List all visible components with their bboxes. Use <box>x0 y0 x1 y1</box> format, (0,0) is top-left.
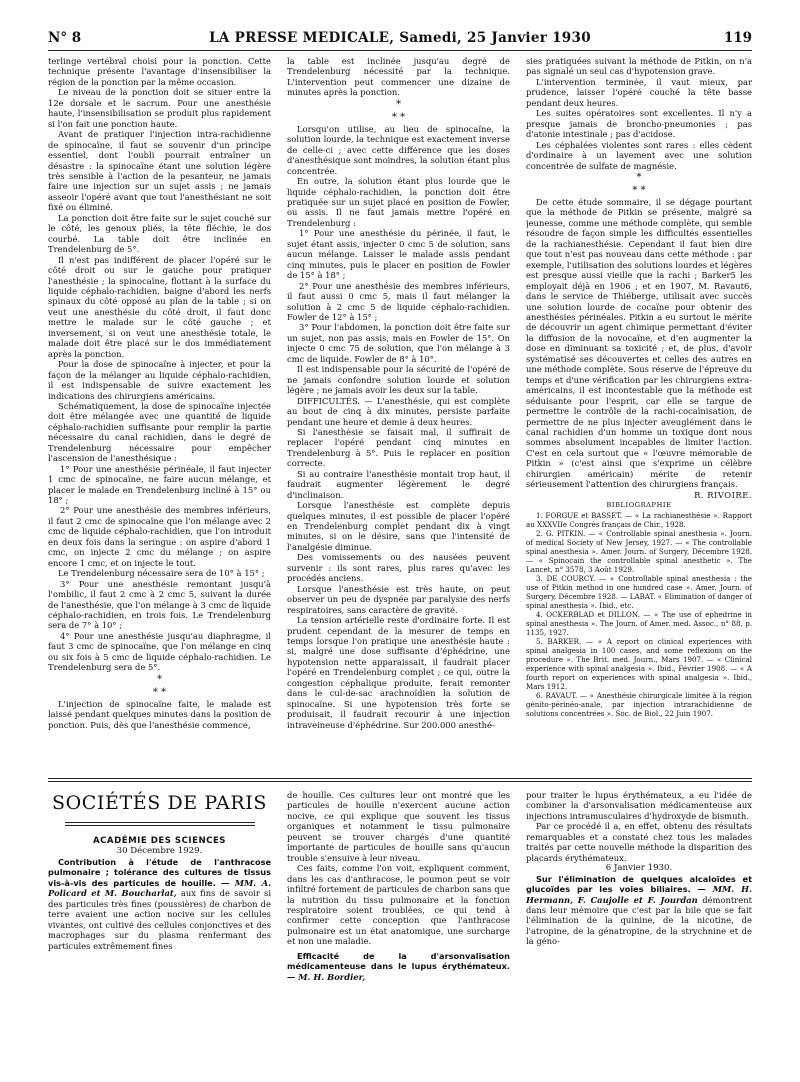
paragraph: * * * <box>152 673 167 698</box>
article-1-authors: — MM. A. Policard et M. Boucharlat, <box>48 877 271 899</box>
paragraph: Des vomissements ou des nausées peuvent survenir : ils sont rares, plus rares qu'avec les procédés anciens. <box>287 552 510 584</box>
article-1 <box>48 857 271 951</box>
section-title: SOCIÉTÉS DE PARIS <box>51 792 268 814</box>
societes-column-3 <box>526 790 752 1070</box>
paragraph: 1° Pour une anesthésie périnéale, il faut injecter 1 cmc de spinocaïne, ne faire aucun mélange, et placer le malade en Trendelenburg incliné à 15° ou 18° ; <box>48 463 271 506</box>
paragraph: terlinge vertébral choisi pour la ponction. Cette technique présente l'avantage d'insensibiliser la région de la ponction par la même occasion. <box>48 56 271 87</box>
paragraph: Pour la dose de spinocaïne à injecter, et pour la façon de la mélanger au liquide céphalo-rachidien, il est indispensable de suivre exactement les indications des chirurgiens américains. <box>48 359 271 401</box>
paragraph: Schématiquement, la dose de spinocaïne injectée doit être mélangée avec une quantité de liquide céphalo-rachidien suffisante pour remplir la partie nécessaire du canal rachidien, dans le degré de Trendelenburg nécessaire pour empêcher l'ascension de l'anesthésique : <box>48 400 271 464</box>
paragraph: La tension artérielle reste d'ordinaire forte. Il est prudent cependant de la mesurer de temps en temps lorsque l'on pratique une anesthésie haute : si, malgré une dose suffisante d'éphédrine, une hypotension nette apparaissait, il faudrait placer l'opéré en Trendelenburg complet ; ce qui, outre la congestion céphalique produite, ferait remonter dans le cul-de-sac arachnoïdien la solution de spinocaïne. Si une hypotension très forte se produisait, il faudrait recourir à une injection intraveineuse d'éphédrine. Sur 200.000 anesthé- <box>287 615 510 730</box>
section-title-rule <box>65 822 255 826</box>
paragraph: 3° Pour l'abdomen, la ponction doit être faite sur un sujet, non pas assis, mais en Fowler de 15°. On injecte 0 cmc 75 de solution, que l'on mélange à 3 cmc de liquide. Fowler de 8° à 10°. <box>287 322 510 364</box>
paragraph: 2° Pour une anesthésie des membres inférieurs, il faut 2 cmc de spinocaïne que l'on mélange avec 2 cmc de liquide céphalo-rachidien, que l'on introduit en deux fois dans la seringue : on aspire d'abord 1 cmc, on injecte 2 cmc du mélange ; on aspire encore 1 cmc, et on injecte le tout. <box>48 505 271 568</box>
article-column-3-body <box>526 56 752 511</box>
paragraph: En outre, la solution étant plus lourde que le liquide céphalo-rachidien, la ponction doit être pratiquée sur un sujet placé en position de Fowler, ou assis. Il ne faut jamais mettre l'opéré en Trendelenburg : <box>287 176 510 228</box>
journal-title: LA PRESSE MEDICALE, Samedi, 25 Janvier 1930 <box>209 30 591 46</box>
section-divider-thin <box>48 781 752 782</box>
bibliography-entry: 3. DE COURCY. — « Controllable spinal anesthesia : the use of Pitkin method in one hundred case ». Amer. Journ. of Surgery, Décembre 1928. — LABAT. « Elimination of danger of spinal anesthesia ». Ibid., etc. <box>526 573 752 610</box>
article-3-title: Sur l'élimination de quelques alcaloïdes et glucoïdes par les voies biliaires. <box>526 873 752 895</box>
paragraph: Les céphalées violentes sont rares : elles cèdent d'ordinaire à un lavement avec une solution concentrée de sulfate de magnésie. <box>526 139 752 171</box>
paragraph: * * * <box>632 171 646 196</box>
paragraph: 2° Pour une anesthésie des membres inférieurs, il faut aussi 0 cmc 5, mais il faut mélanger la solution à 2 cmc 5 de liquide céphalo-rachidien. Fowler de 12° à 15° ; <box>287 280 510 322</box>
paragraph: Lorsqu'on utilise, au lieu de spinocaïne, la solution lourde, la technique est exactement inverse de celle-ci ; avec cette différence que les doses d'anesthésique sont moindres, la solution étant plus concentrée. <box>287 123 510 176</box>
paragraph: Avant de pratiquer l'injection intra-rachidienne de spinocaïne, il faut se souvenir d'un principe essentiel, dont l'oubli pourrait entraîner un désastre : la spinocaïne étant une solution légère très sensible à l'action de la pesanteur, ne jamais faire une injection sur un sujet assis ; ne jamais asseoir l'opéré avant que tout l'anesthésiant ne soit fixé ou éliminé. <box>48 129 271 213</box>
paragraph: 3° Pour une anesthésie remontant jusqu'à l'ombilic, il faut 2 cmc à 2 cmc 5, suivant la durée de l'anesthésie, que l'on mélange à 3 cmc de liquide céphalo-rachidien, en trois fois. Le Trendelenburg sera de 7° à 10° ; <box>48 578 271 631</box>
paragraph: De cette étude sommaire, il se dégage pourtant que la méthode de Pitkin se présente, malgré sa jeunesse, comme une méthode complète, qui semble résoudre de façon simple les difficultés essentielles de la rachianesthésie. Cependant il faut bien dire que tout n'est pas nouveau dans cette méthode : par exemple, l'utilisation des solutions lourdes et légères est presque aussi vieille que la rachi ; Barker5 les employait déjà en 1906 ; et en 1907, M. Ravaut6, dans le service de Thiéberge, utilisait avec succès une solution lourde de cocaïne pour obtenir des anesthésies périnéales. Pitkin a eu surtout le mérite de découvrir un agent chimique permettant d'éviter la diffusion de la novocaïne, et d'en augmenter la dose en diminuant sa toxicité ; et, de plus, d'avoir systématisé ses découvertes et celles des autres en une méthode complète. Sous réserve de l'épreuve du temps et d'une vérification par les chirurgiens extra-américains, il est incontestable que la méthode est séduisante pour l'esprit, car elle se targue de permettre le contrôle de la rachi-cocaïnisation, de permettre de ne plus injecter aveuglément dans le canal rachidien d'un homme un toxique dont nous sommes absolument incapables de limiter l'action. C'est en cela surtout que « l'œuvre mémorable de Pitkin » (c'est ainsi que s'exprime un célèbre chirurgien américain) mérite de retenir sérieusement l'attention des chirurgiens français. <box>526 196 752 490</box>
article-2-title: Efficacité de la d'arsonvalisation médicamenteuse dans le lupus érythémateux. <box>287 950 510 972</box>
paragraph: Les suites opératoires sont excellentes. Il n'y a presque jamais de broncho-pneumonies ; pas d'atonie intestinale ; pas d'acidose. <box>526 108 752 140</box>
academy-heading: ACADÉMIE DES SCIENCES <box>92 836 227 846</box>
bibliography-list <box>526 511 752 718</box>
session-date-2: 6 Janvier 1930. <box>605 863 673 874</box>
paragraph: Lorsque l'anesthésie est complète depuis quelques minutes, il est possible de placer l'opéré en Trendelenburg complet pendant dix à vingt minutes, si on le désire, sans que l'intensité de l'analgésie diminue. <box>287 500 510 552</box>
paragraph: R. RIVOIRE. <box>694 489 752 500</box>
article-column-1 <box>48 56 271 776</box>
article-3-text: démontrent dans leur mémoire que c'est par la bile que se fait l'élimination de la quinine, de la nicotine, de l'atropine, de la génatropine, de la strychnine et de la géno- <box>526 894 752 947</box>
paragraph: Si au contraire l'anesthésie montait trop haut, il faudrait augmenter légèrement le degré d'inclinaison. <box>287 468 510 500</box>
article-1-continued: de houille. Ces cultures leur ont montré que les particules de houille n'exercent aucune action nocive, ce qui explique que souvent les tissus organiques et notamment le tissu pulmonaire peuvent se trouver chargés d'une quantité importante de particules de houille sans qu'aucun trouble s'ensuive à leur niveau. <box>287 790 510 863</box>
bibliography-entry: 2. G. PITKIN. — « Controllable spinal anesthesia ». Journ. of medical Society of New Jersey, 1927. — « The controllable spinal anesthesia ». Amer. Journ. of Surgery, Décembre 1928. — « Spinocain the controllable spinal anesthetic ». The Lancet, n° 3578, 3 Août 1929. <box>526 528 752 574</box>
issue-number: N° 8 <box>48 30 82 46</box>
paragraph: 1° Pour une anesthésie du périnée, il faut, le sujet étant assis, injecter 0 cmc 5 de solution, sans aucun mélange. Laisser le malade assis pendant cinq minutes, puis le placer en position de Fowler de 15° à 18° ; <box>287 228 510 281</box>
article-2-text: pour traiter le lupus érythémateux, a eu l'idée de combiner la d'arsonvalisation médicamenteuse aux injections intramusculaires d'hydroxyde de bismuth. <box>526 790 752 821</box>
bibliography-entry: 4. OCKERBLAD et DILLON. — « The use of ephedrine in spinal anesthesia ». The Journ. of Amer. med. Assoc., n° 88, p. 1135, 1927. <box>526 609 752 637</box>
article-3 <box>526 874 752 947</box>
page-number: 119 <box>723 30 752 46</box>
paragraph: Il n'est pas indifférent de placer l'opéré sur le côté droit ou sur le gauche pour pratiquer l'anesthésie ; la spinocaïne, flottant à la surface du liquide céphalo-rachidien, baigne d'abord les nerfs spinaux du côté opposé au plan de la table ; si on veut une anesthésie du côté droit, il faut donc mettre le malade sur le côté gauche ; et inversement, si on veut une anesthésie totale, le malade doit être placé sur le dos immédiatement après la ponction. <box>48 254 271 359</box>
paragraph: La ponction doit être faite sur le sujet couché sur le côté, les genoux pliés, la tête fléchie, le dos courbé. La table doit être inclinée en Trendelenburg de 5°. <box>48 212 271 255</box>
article-2-conclusion: Par ce procédé il a, en effet, obtenu des résultats remarquables et a constaté chez tous les malades traités par cette nouvelle méthode la disparition des placards érythémateux. <box>526 821 752 863</box>
article-3-authors: — MM. H. Hermann, F. Caujolle et F. Jourdan <box>526 884 752 905</box>
paragraph: L'injection de spinocaïne faite, le malade est laissé pendant quelques minutes dans la position de ponction. Puis, dès que l'anesthésie commence, <box>48 698 271 730</box>
section-divider <box>48 778 752 779</box>
article-column-3 <box>526 56 752 776</box>
paragraph: Si l'anesthésie se faisait mal, il suffirait de replacer l'opéré pendant cinq minutes en Trendelenburg à 5°. Puis le replacer en position correcte. <box>287 426 510 469</box>
paragraph: la table est inclinée jusqu'au degré de Trendelenburg nécessité par la technique. L'intervention peut commencer une dizaine de minutes après la ponction. <box>287 56 510 98</box>
article-column-2 <box>287 56 510 776</box>
bibliography-entry: 5. BARKER. — « A report on clinical experiences with spinal analgesia in 100 cases, and some reflexions on the procedure ». The Brit. med. Journ., Mars 1907. — « Clinical experience with spinal analgesia ». Ibid., Février 1908. — « A fourth report on experiences with spinal analgesia ». Ibid., Mars 1912. <box>526 636 752 691</box>
paragraph: Lorsque l'anesthésie est très haute, on peut observer un peu de dyspnée par paralysie des nerfs respiratoires, sans caractère de gravité. <box>287 583 510 615</box>
paragraph: sies pratiquées suivant la méthode de Pitkin, on n'a pas signalé un seul cas d'hypotension grave. <box>526 56 752 77</box>
article-1-text: aux fins de savoir si des particules très fines (poussières) de charbon de terre avaient une action nocive sur les cellules vivantes, ont cultivé des cellules conjonctives et des macrophages sur du plasma renfermant des particules extrêmement fines <box>48 888 271 951</box>
paragraph: Il est indispensable pour la sécurité de l'opéré de ne jamais confondre solution lourde et solution légère ; ne jamais avoir les deux sur la table. <box>287 364 510 396</box>
page-header <box>48 28 752 51</box>
article-1-title: Contribution à l'étude de l'anthracose pulmonaire ; tolérance des cultures de tissus vis-à-vis des particules de houille. <box>48 856 271 888</box>
paragraph: Le niveau de la ponction doit se situer entre la 12e dorsale et le sacrum. Pour une anesthésie haute, l'insensibilisation se produit plus rapidement si l'on fait une ponction haute. <box>48 87 271 129</box>
paragraph: BIBLIOGRAPHIE <box>606 501 672 510</box>
session-date: 30 Décembre 1929. <box>116 846 203 857</box>
paragraph: DIFFICULTÉS. — L'anesthésie, qui est complète au bout de cinq à dix minutes, persiste parfaite pendant une heure et demie à deux heures. <box>287 395 510 427</box>
paragraph: L'intervention terminée, il vaut mieux, par prudence, laisser l'opéré couché la tête basse pendant deux heures. <box>526 76 752 108</box>
article-2 <box>287 951 510 982</box>
paragraph: 4° Pour une anesthésie jusqu'au diaphragme, il faut 3 cmc de spinocaïne, que l'on mélange en cinq ou six fois à 5 cmc de liquide céphalo-rachidien. Le Trendelenburg sera de 5°. <box>48 630 271 673</box>
article-2-authors: — M. H. Bordier, <box>287 971 366 982</box>
bibliography-entry: 6. RAVAUT. — « Anesthésie chirurgicale limitée à la région génito-périnéo-anale, par injection intrarachidienne de solutions concentrées ». Soc. de Biol., 22 Juin 1907. <box>526 690 752 718</box>
article-1-conclusion: Ces faits, comme l'on voit, expliquent comment, dans les cas d'anthracose, le poumon peut se voir infiltré fortement de particules de charbon sans que la nutrition du tissu pulmonaire et la fonction respiratoire soient troublées, ce qui tend à confirmer cette conception que l'anthracose pulmonaire est un état anatomique, une surcharge et non une maladie. <box>287 863 510 947</box>
societes-column-1 <box>48 790 271 1070</box>
paragraph: * * * <box>391 98 406 123</box>
paragraph: Le Trendelenburg nécessaire sera de 10° à 15° ; <box>58 568 265 579</box>
societes-column-2 <box>287 790 510 1070</box>
bibliography-entry: 1. FORGUE et BASSET. — « La rachianesthésie ». Rapport au XXXVIIe Congrès français de Chir., 1928. <box>526 510 752 529</box>
